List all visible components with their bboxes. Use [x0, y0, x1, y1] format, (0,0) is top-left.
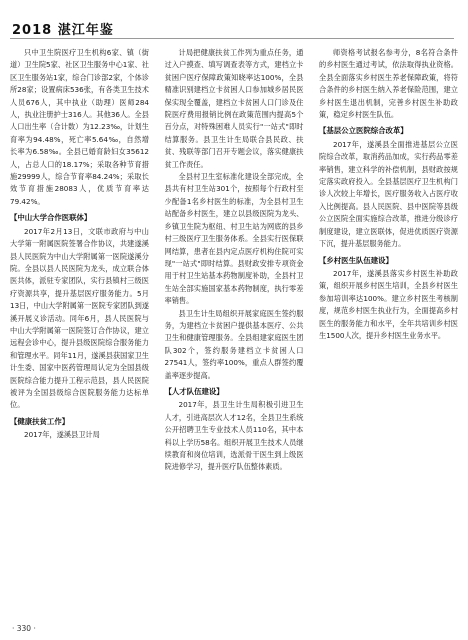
section-heading: 【人才队伍建设】 — [164, 386, 224, 396]
text-columns — [10, 47, 458, 619]
page-title: 2018 湛江年鉴 — [12, 23, 114, 38]
paragraph: 计局把健康扶贫工作列为重点任务，通过入户摸查、填写调查表等方式，建档立卡贫困户医疗保障政策知晓率达100%，全县精准识别建档立卡贫困人口参加城乡居民医保实现全覆盖，建档立卡贫困人口门诊及住院医疗费用报销比例在政策范围内提高5个百分点，对特殊困难人员实行"一站式"即时结算服务。县卫生计生局联合县民政、扶贫、残联等部门召开专题会议，落实健康扶贫工作责任。 — [164, 48, 304, 169]
section-heading: 【基层公立医院综合改革】 — [319, 126, 408, 136]
paragraph: 全县村卫生室标准化建设全部完成，全县共有村卫生站301个，按照每个行政村至少配备1名乡村医生的标准，为全县村卫生站配备乡村医生，建立以县级医院为龙头、乡镇卫生院为枢纽、村卫生站为网底的县乡村三级医疗卫生服务体系。全县实行医保联网结算，患者在县内定点医疗机构住院可实现"一站式"即时结算。县财政安排专项资金用于村卫生站基本药物制度补助，全县村卫生站全部实施国家基本药物制度，执行零差率销售。 — [164, 172, 304, 306]
paragraph: 师资格考试报名参考分，8名符合条件的乡村医生通过考试，依法取得执业资格。全县全面落实乡村医生养老保障政策，将符合条件的乡村医生纳入养老保险范围，建立乡村医生退出机制，完善乡村医生补助政策，稳定乡村医生队伍。 — [319, 48, 458, 120]
paragraph: 2017年，遂溪县卫计局 — [24, 430, 100, 440]
paragraph: 只中卫生院医疗卫生机构6家、镇（街道）卫生院5家、社区卫生服务中心1家、社区卫生服务站1家，综合门诊部2家，个体诊所28家；设置病床536张，有各类卫生技术人员676人，其中执业（助理）医师284人，执业注册护士316人。其他36人。全县人口出生率（合计数）为12.23‰，计划生育率为94.48%，死亡率5.64‰，自然增长率为6.58‰。全县已婚育龄妇女35612人，占总人口的18.17%；采取各种节育措施29999人，综合节育率84.24%；采取长效节育措施28083人，优质节育率达79.42%。 — [10, 48, 149, 206]
page-number: · 330 · — [12, 624, 36, 633]
column-3 — [319, 47, 458, 619]
section-heading: 【健康扶贫工作】 — [10, 416, 70, 426]
header-rule — [10, 22, 454, 39]
paragraph: 2017年2月13日，文联市政府与中山大学第一附属医院签署合作协议，共建遂溪县人民医院为中山大学附属第一医院遂溪分院。全县以县人民医院为龙头，成立联合体医共体，派驻专家团队，实行县镇村三级医疗资源共享，提升基层医疗服务能力。5月13日，中山大学附属第一医院专家团队到遂溪开展义诊活动。同年6月，县人民医院与中山大学附属第一医院签订合作协议，建立远程会诊中心，提升县级医院综合服务能力和管理水平。同年11月，遂溪县获国家卫生计生委、国家中医药管理局认定为全国县级医院综合能力提升工程示范县，县人民医院被评为全国县级综合医院服务能力达标单位。 — [10, 226, 149, 410]
column-1 — [10, 47, 149, 619]
paragraph: 2017年，遂溪县全面推进基层公立医院综合改革，取消药品加成，实行药品零差率销售，建立科学的补偿机制，县财政按规定落实政府投入。全县基层医疗卫生机构门诊人次较上年增长，医疗服务收入占医疗收入比例提高。县人民医院、县中医院等县级公立医院全面实施综合改革，推进分级诊疗制度建设，建立医联体，促进优质医疗资源下沉，提升基层服务能力。 — [319, 139, 458, 249]
section-heading: 【乡村医生队伍建设】 — [319, 255, 393, 265]
paragraph: 县卫生计生局组织开展家庭医生签约服务，为建档立卡贫困户提供基本医疗、公共卫生和健康管理服务。全县组建家庭医生团队302个，签约服务建档立卡贫困人口27541人，签约率100%，重点人群签约覆盖率逐步提高。 — [164, 308, 304, 380]
section-heading: 【中山大学合作医联体】 — [10, 213, 92, 223]
paragraph: 2017年，遂溪县落实乡村医生补助政策，组织开展乡村医生培训，全县乡村医生参加培训率达100%。建立乡村医生考核制度，规范乡村医生执业行为，全面提高乡村医生的服务能力和水平，全年共培训乡村医生1500人次，提升乡村医生业务水平。 — [319, 268, 458, 340]
column-2 — [165, 47, 304, 619]
paragraph: 2017年，县卫生计生局积极引进卫生人才，引进高层次人才12名，全县卫生系统公开招聘卫生专业技术人员110名，其中本科以上学历58名。组织开展卫生技术人员继续教育和岗位培训，选派骨干医生到上级医院进修学习，提升医疗队伍整体素质。 — [164, 400, 304, 472]
